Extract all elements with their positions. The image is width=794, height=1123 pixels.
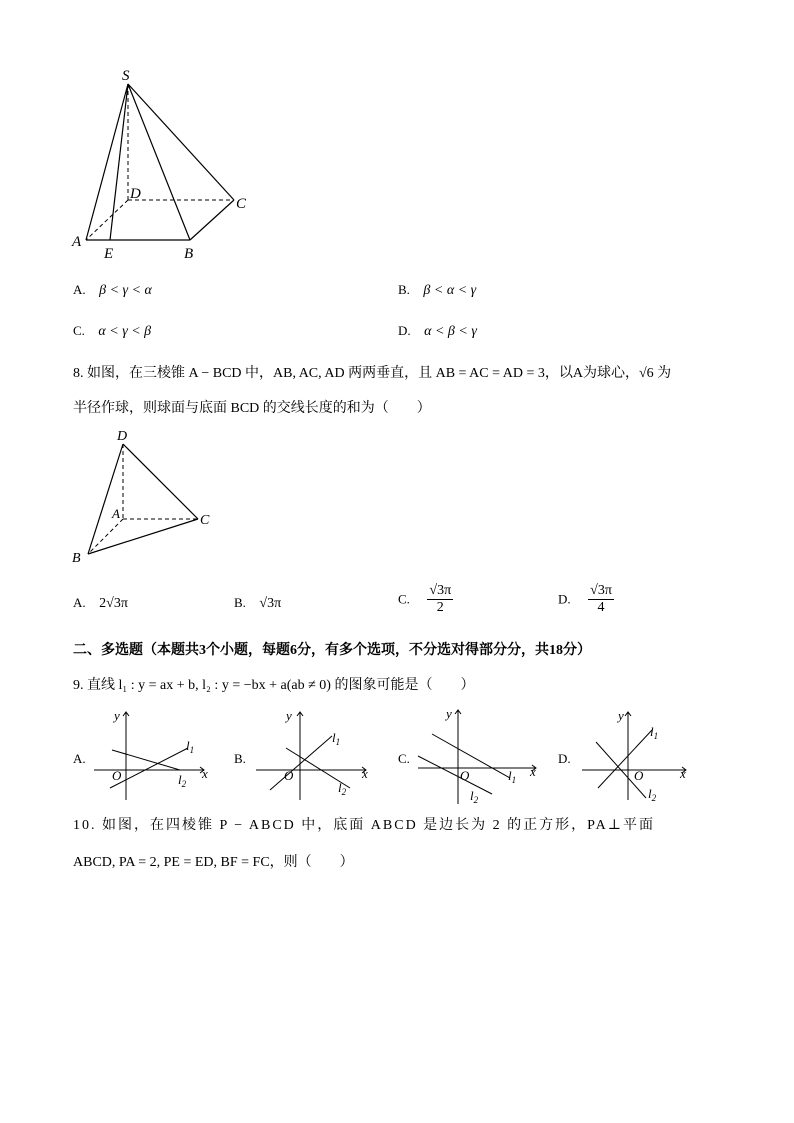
fraction-denominator: 4 xyxy=(597,600,605,615)
pyramid-figure-1 xyxy=(64,62,264,262)
l1-letter: l xyxy=(332,730,336,745)
axis-y-label: y xyxy=(114,708,120,723)
option-fraction xyxy=(427,583,453,616)
fraction-numerator: √3π xyxy=(590,583,612,598)
option-text: α < γ < β xyxy=(98,324,152,339)
option-fraction xyxy=(588,583,614,616)
q10-question-line1: 10. 如图，在四棱锥 P − ABCD 中，底面 ABCD 是边长为 2 的正方形，PA⊥平面 xyxy=(73,818,655,833)
q10-question-line2: ABCD, PA = 2, PE = ED, BF = FC，则（ ） xyxy=(73,855,354,870)
label-A: A xyxy=(112,506,120,521)
l2-letter: l xyxy=(338,780,342,795)
q9-option-d[interactable] xyxy=(558,750,571,769)
l1-subscript: 1 xyxy=(653,731,659,741)
option-letter: A. xyxy=(73,282,86,297)
l1-subscript: 1 xyxy=(511,775,517,785)
line-l2-label xyxy=(338,780,347,797)
l1-letter: l xyxy=(508,768,512,783)
label-D: D xyxy=(117,429,128,444)
q9-question: 9. 直线 l₁ : y = ax + b, l₂ : y = −bx + a(ab ≠ 0) 的图象可能是（ ） xyxy=(73,678,475,693)
option-letter: D. xyxy=(558,751,571,766)
option-text: β < α < γ xyxy=(423,283,477,298)
origin-label: O xyxy=(460,768,470,783)
l2-subscript: 2 xyxy=(473,795,479,805)
q9-graph-b xyxy=(252,704,382,804)
q8-option-b[interactable] xyxy=(234,594,281,613)
l2-subscript: 2 xyxy=(651,793,657,803)
l1-subscript: 1 xyxy=(189,745,195,755)
line-l1-label xyxy=(650,724,658,741)
label-D: D xyxy=(130,186,141,202)
l1-subscript: 1 xyxy=(335,737,341,747)
q7-option-c[interactable] xyxy=(73,322,151,341)
line-l1-label xyxy=(332,730,340,747)
option-letter: A. xyxy=(73,751,86,766)
label-C: C xyxy=(236,196,247,212)
line-l1-label xyxy=(508,768,516,785)
option-text: 2√3π xyxy=(99,596,128,611)
axis-x-label: x xyxy=(530,764,536,779)
origin-label: O xyxy=(112,768,122,783)
l2-subscript: 2 xyxy=(181,779,187,789)
option-letter: C. xyxy=(398,591,410,607)
axis-x-label: x xyxy=(202,766,208,781)
q7-option-d[interactable] xyxy=(398,322,477,341)
option-letter: B. xyxy=(398,282,410,297)
q9-option-c[interactable] xyxy=(398,750,410,769)
label-E: E xyxy=(104,246,114,262)
label-C: C xyxy=(200,513,210,528)
option-letter: D. xyxy=(398,323,411,338)
q9-option-a[interactable] xyxy=(73,750,86,769)
origin-label: O xyxy=(284,768,294,783)
line-l2-label xyxy=(178,772,187,789)
l1-letter: l xyxy=(650,724,654,739)
fraction-numerator: √3π xyxy=(429,583,452,598)
option-letter: A. xyxy=(73,595,86,610)
line-l2-label xyxy=(648,786,657,803)
tetrahedron-figure xyxy=(66,424,226,570)
origin-label: O xyxy=(634,768,644,783)
label-A: A xyxy=(72,234,82,250)
l2-letter: l xyxy=(648,786,652,801)
q8-option-a[interactable] xyxy=(73,594,128,613)
l1-letter: l xyxy=(186,738,190,753)
l2-letter: l xyxy=(470,788,474,803)
q9-option-b[interactable] xyxy=(234,750,246,769)
section-heading: 二、多选题（本题共3个小题，每题6分，有多个选项，不分选对得部分分，共18分） xyxy=(73,643,591,658)
option-text: √3π xyxy=(259,596,282,611)
fraction-denominator: 2 xyxy=(436,600,444,615)
line-l2-label xyxy=(470,788,479,805)
q8-question-line2: 半径作球，则球面与底面 BCD 的交线长度的和为（ ） xyxy=(73,401,431,416)
option-letter: D. xyxy=(558,591,571,607)
label-S: S xyxy=(122,68,130,84)
q8-question-line1: 8. 如图，在三棱锥 A − BCD 中，AB, AC, AD 两两垂直，且 AB = AC = AD = 3，以A为球心，√6 为 xyxy=(73,366,672,381)
q7-option-b[interactable] xyxy=(398,281,476,300)
l2-subscript: 2 xyxy=(341,787,347,797)
option-text: β < γ < α xyxy=(99,283,152,298)
q9-graph-d xyxy=(578,704,698,804)
q7-option-a[interactable] xyxy=(73,281,152,300)
option-letter: C. xyxy=(73,323,85,338)
q9-graph-a xyxy=(90,704,220,804)
option-text: α < β < γ xyxy=(424,324,477,339)
option-letter: B. xyxy=(234,595,246,610)
axis-x-label: x xyxy=(362,766,368,781)
axis-y-label: y xyxy=(286,708,292,723)
option-letter: C. xyxy=(398,751,410,766)
axis-x-label: x xyxy=(680,766,686,781)
axis-y-label: y xyxy=(446,706,452,721)
label-B: B xyxy=(72,551,81,566)
q9-graph-c xyxy=(414,702,544,806)
option-letter: B. xyxy=(234,751,246,766)
q8-option-c[interactable] xyxy=(398,583,453,616)
l2-letter: l xyxy=(178,772,182,787)
q8-option-d[interactable] xyxy=(558,583,614,616)
label-B: B xyxy=(184,246,194,262)
axis-y-label: y xyxy=(618,708,624,723)
line-l1-label xyxy=(186,738,194,755)
